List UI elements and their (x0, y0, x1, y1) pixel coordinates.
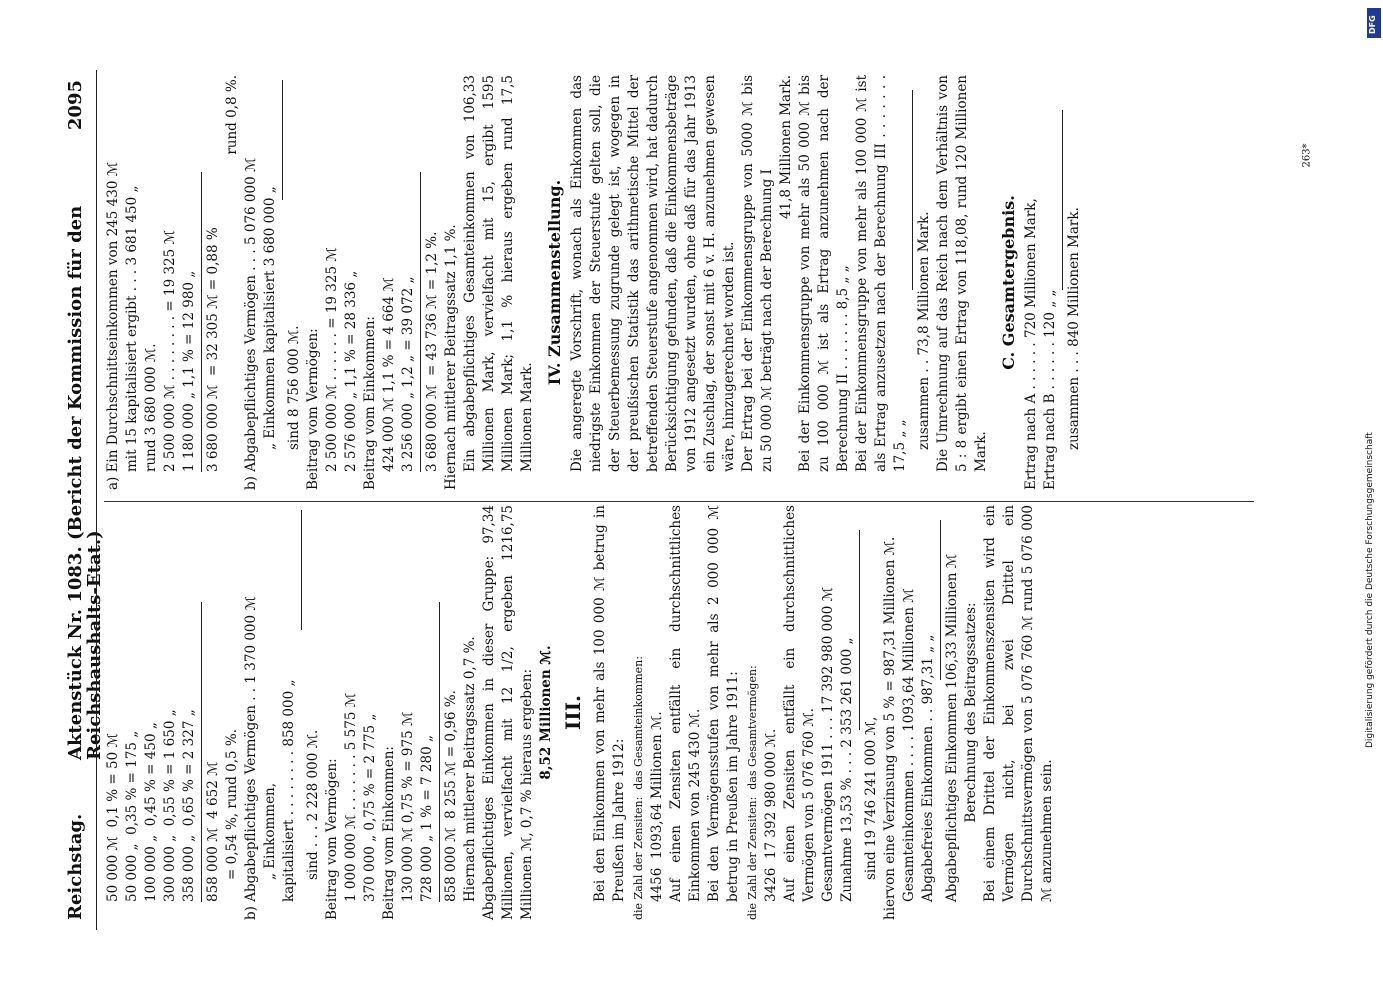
paragraph: Bei einem Drittel der Einkommenszensiten wird ein Vermögen nicht, bei zwei Drittel ein Durchschnittsvermögen von 5 076 760 ℳ rund 5 076 000 ℳ anzunehmen sein. (982, 505, 1055, 902)
text-line: Beitrag vom Einkommen: (381, 746, 397, 920)
text-line: 130 000 ℳ 0,75 % = 975 ℳ (400, 711, 416, 902)
text-line: Abgabepflichtiges Einkommen 106,33 Millionen ℳ (944, 553, 960, 902)
section-heading: III. (561, 694, 585, 731)
sum-rule (282, 80, 283, 200)
sum-rule (201, 602, 202, 902)
header-left: Reichstag. (65, 813, 86, 920)
text-line: 3426 17 392 980 000 ℳ. (763, 728, 779, 902)
paragraph: Ein abgabepflichtiges Gesamteinkommen von 106,33 Millionen Mark, vervielfacht mit 15, ergibt 1595 Millionen Mark; 1,1 % hieraus ergeben rund 17,5 Millionen Mark. (462, 75, 535, 472)
text-line: „ Einkommen, (262, 782, 278, 880)
text-line: mit 15 kapitalisiert ergibt . . . 3 681 450 „ (124, 185, 140, 472)
credit-text: Digitalisierung gefördert durch die Deutsche Forschungsgemeinschaft (1365, 432, 1375, 748)
text-line: 50 000 „ 0,35 % = 175 „ (124, 730, 140, 902)
header-rule (96, 70, 97, 930)
sum-rule (859, 530, 860, 730)
text-line: Hiernach mittlerer Beitragssatz 0,7 %. (462, 636, 478, 902)
text-line: rund 0,8 %. (224, 75, 240, 155)
paragraph: Auf einen Zensiten entfällt ein durchschnittliches Einkommen von 245 430 ℳ. (668, 505, 703, 902)
text-line: 2 500 000 ℳ . . . . . . . . = 19 325 ℳ (162, 230, 178, 472)
text-line: 858 000 ℳ 8 255 ℳ = 0,96 %. (443, 690, 459, 902)
text-line: rund 3 680 000 ℳ. (143, 343, 159, 472)
text-line: sind 19 746 241 000 ℳ, (863, 716, 879, 880)
text-line: 1 000 000 ℳ . . . . . . . 5 575 ℳ (343, 692, 359, 902)
paragraph: Die angeregte Vorschrift, wonach als Einkommen das niedrigste Einkommen der Steuerstufe gelten soll, die der Steuerbemessung zugrunde gelegt ist, wogegen in der preußischen Statistik das arithmetische Mittel der betreffenden Steuerstufe angenommen wird, hat dadurch Berücksichtigung gefunden, daß die Einkommensbeträge von 1912 angesetzt wurden, ohne daß für das Jahr 1913 ein Zuschlag, der sonst mit 6 v. H. anzunehmen gewesen wäre, hinzugerechnet worden ist. (569, 75, 737, 472)
text-line: 370 000 „ 0,75 % = 2 775 „ (362, 713, 378, 902)
text-line: sind 8 756 000 ℳ. (286, 325, 302, 450)
paragraph: Die Umrechnung auf das Reich nach dem Verhältnis von 5 : 8 ergibt einen Ertrag von 118,08, rund 120 Millionen Mark. (935, 75, 989, 472)
sum-rule (301, 510, 302, 630)
paragraph: Auf einen Zensiten entfällt ein durchschnittliches Vermögen von 5 076 760 ℳ. (782, 505, 817, 902)
text-line: „ Einkommen kapitalisiert 3 680 000 „ (262, 186, 278, 450)
text-line: = 0,54 %, rund 0,5 %. (224, 728, 240, 880)
paragraph: Bei den Einkommen von mehr als 100 000 ℳ betrug in Preußen im Jahre 1912: (592, 505, 627, 902)
table-header: die Zahl der Zensiten: das Gesamteinkommen: (632, 656, 645, 920)
page-header (60, 70, 105, 930)
result-line: 8,52 Millionen ℳ. (538, 645, 554, 780)
folio-mark: 263* (1301, 143, 1313, 168)
text-line: Beitrag vom Vermögen: (324, 758, 340, 920)
text-line: Beitrag vom Einkommen: (362, 316, 378, 490)
column-left (104, 505, 1057, 920)
text-line: 100 000 „ 0,45 % = 450 „ (143, 722, 159, 902)
text-line: zusammen . . 73,8 Millionen Mark. (916, 211, 932, 450)
paragraph: Bei den Vermögensstufen von mehr als 2 000 000 ℳ betrug in Preußen im Jahre 1911: (706, 505, 741, 902)
sum-rule (439, 602, 440, 902)
page-number: 2095 (65, 80, 86, 131)
table-header: die Zahl der Zensiten: das Gesamtvermögen: (746, 665, 759, 920)
text-line: Ertrag nach A . . . . . . 720 Millionen Mark, (1023, 198, 1039, 490)
text-line: 2 576 000 „ 1,1 % = 28 336 „ (343, 270, 359, 472)
text-line: 3 256 000 „ 1,2 „ = 39 072 „ (400, 276, 416, 472)
text-line: Hiernach mittlerer Beitragssatz 1,1 %. (443, 224, 459, 490)
section-heading: IV. Zusammenstellung. (545, 179, 564, 386)
text-line: Zunahme 13,53 % . . . 2 353 261 000 „ (839, 637, 855, 902)
paragraph: Abgabepflichtiges Einkommen in dieser Gruppe: 97,34 Millionen, vervielfacht mit 12 1/2, ergeben 1216,75 Millionen ℳ, 0,7 % hieraus ergeben: (481, 505, 535, 920)
text-line: Abgabefreies Einkommen . . 987,31 „ „ (920, 634, 936, 902)
text-line: b) Abgabepflichtiges Vermögen . . . 5 076 000 ℳ (243, 157, 259, 490)
text-line: 1 180 000 „ 1,1 % = 12 980 „ (181, 270, 197, 472)
text-line: kapitalisiert . . . . . . . . 858 000 „ (281, 679, 297, 902)
paragraph: Bei der Einkommensgruppe von mehr als 50 000 ℳ bis zu 100 000 ℳ ist als Ertrag anzunehmen nach der Berechnung II . . . . . . . 8,5 „ „ (797, 75, 851, 472)
text-line: 300 000 „ 0,55 % = 1 650 „ (162, 709, 178, 902)
section-heading: C. Gesamtergebnis. (999, 195, 1018, 370)
dfg-logo (1367, 8, 1381, 38)
column-divider (104, 501, 1254, 502)
paragraph: Der Ertrag bei der Einkommensgruppe von 5000 ℳ bis zu 50 000 ℳ beträgt nach der Berechnung I (740, 75, 775, 472)
text-line: Beitrag vom Vermögen: (305, 328, 321, 490)
text-line: 2 500 000 ℳ . . . . . . = 19 325 ℳ (324, 247, 340, 472)
sum-rule (912, 90, 913, 290)
digitization-credit (1365, 8, 1381, 748)
text-line: b) Abgabepflichtiges Vermögen . . 1 370 000 ℳ (243, 596, 259, 920)
text-line: 41,8 Millionen Mark. (778, 75, 794, 220)
text-line: Berechnung des Beitragssatzes: (963, 602, 979, 823)
text-line: hiervon eine Verzinsung von 5 % = 987,31 Millionen ℳ. (882, 536, 898, 920)
text-line: Ertrag nach B . . . . . . 120 „ „ (1042, 289, 1058, 490)
text-line: Gesamteinkommen . . . . 1093,64 Millionen ℳ (901, 588, 917, 902)
paragraph: Bei der Einkommensgruppe von mehr als 100 000 ℳ ist als Ertrag anzusetzen nach der Berechnung III . . . . . . . 17,5 „ „ (854, 75, 908, 472)
text-line: a) Ein Durchschnittseinkommen von 245 430 ℳ (105, 161, 121, 490)
text-line: 50 000 ℳ 0,1 % = 50 ℳ (105, 733, 121, 902)
text-line: Gesamtvermögen 1911 . . . 17 392 980 000 ℳ (820, 586, 836, 902)
text-line: 358 000 „ 0,65 % = 2 327 „ (181, 709, 197, 902)
sum-rule (420, 172, 421, 472)
text-line: 3 680 000 ℳ = 32 305 ℳ = 0,88 % (205, 227, 221, 472)
text-line: 3 680 000 ℳ = 43 736 ℳ = 1,2 %. (424, 231, 440, 472)
text-line: 728 000 „ 1 % = 7 280 „ (419, 735, 435, 902)
sum-rule (201, 172, 202, 472)
column-right (104, 75, 1084, 490)
text-line: 424 000 ℳ 1,1 % = 4 664 ℳ (381, 277, 397, 472)
sum-rule (1062, 110, 1063, 290)
text-line: 4456 1093,64 Millionen ℳ. (649, 711, 665, 902)
rotated-page (60, 70, 1360, 930)
dfg-logo-text: DFG (1368, 15, 1377, 34)
text-line: 858 000 ℳ 4 652 ℳ (205, 761, 221, 902)
text-line: zusammen . . . 840 Millionen Mark. (1066, 207, 1082, 450)
sum-rule (940, 520, 941, 680)
header-title: Aktenstück Nr. 1083. (Bericht der Kommission für den Reichshaushalts-Etat.) (65, 205, 105, 760)
text-line: sind . . . 2 228 000 ℳ. (305, 729, 321, 880)
